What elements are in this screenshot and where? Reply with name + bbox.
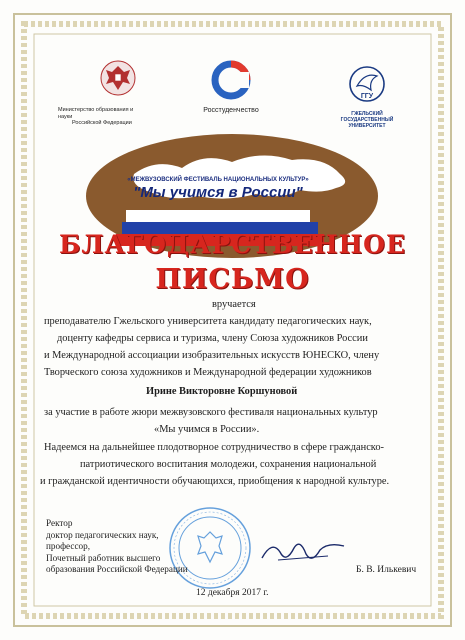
signatory-line: образования Российской Федерации <box>46 564 188 574</box>
body-line: Творческого союза художников и Международной федерации художников <box>44 367 372 378</box>
signatory-line: Почетный работник высшего <box>46 552 161 563</box>
handwritten-signature-icon <box>258 534 348 568</box>
body-line: «Мы учимся в России». <box>154 424 260 435</box>
presented-label: вручается <box>212 299 256 310</box>
signatory-line: Ректор <box>46 518 73 528</box>
signatory-line: профессор, <box>46 541 91 551</box>
russian-eagle-emblem-icon <box>100 58 136 98</box>
gzhu-caption-line: УНИВЕРСИТЕТ <box>348 123 386 129</box>
body-line: патриотического воспитания молодежи, сохранения национальной <box>80 459 377 470</box>
gzhu-emblem-icon <box>345 64 389 104</box>
body-line: доценту кафедры сервиса и туризма, члену Союза художников России <box>57 333 368 344</box>
gzhu-logo-block <box>336 64 398 129</box>
gzhu-caption-line: ГЖЕЛЬСКИЙ <box>351 111 383 117</box>
festival-subtitle: «МЕЖВУЗОВСКИЙ ФЕСТИВАЛЬ НАЦИОНАЛЬНЫХ КУЛЬТУР» <box>127 177 309 183</box>
ministry-caption-line: Российской Федерации <box>72 120 132 126</box>
ministry-logo-block <box>58 58 148 127</box>
recipient-name: Ирине Викторовне Коршуновой <box>146 386 298 397</box>
rosstud-logo-icon <box>211 60 251 100</box>
rosstud-logo-block <box>198 60 264 115</box>
signer-name: Б. В. Илькевич <box>356 565 417 575</box>
ministry-caption <box>58 107 148 127</box>
gzhu-caption-line: ГОСУДАРСТВЕННЫЙ <box>340 117 394 123</box>
ministry-caption-line: Министерство образования и науки <box>58 107 134 120</box>
festival-title: "Мы учимся в России" <box>133 184 303 201</box>
body-line: и гражданской идентичности обучающихся, приобщения к народной культуре. <box>40 476 390 487</box>
signatory-titles <box>46 518 188 576</box>
rosstud-caption: Росстуденчество <box>203 107 259 114</box>
body-line: за участие в работе жюри межвузовского фестиваля национальных культур <box>44 407 378 418</box>
gzhu-caption <box>336 111 398 129</box>
letter-date: 12 декабря 2017 г. <box>196 588 269 598</box>
letter-title-line-2: ПИСЬМО <box>155 264 310 295</box>
signatory-line: доктор педагогических наук, <box>46 529 159 540</box>
body-line: Надеемся на дальнейшее плодотворное сотрудничество в сфере гражданско- <box>44 442 384 453</box>
body-line: преподавателю Гжельского университета кандидату педагогических наук, <box>44 316 372 327</box>
gzhu-abbr: ГГУ <box>360 93 374 100</box>
body-line: и Международной ассоциации изобразительных искусств ЮНЕСКО, члену <box>44 350 380 361</box>
letter-title-line-1: БЛАГОДАРСТВЕННОЕ <box>58 230 407 259</box>
